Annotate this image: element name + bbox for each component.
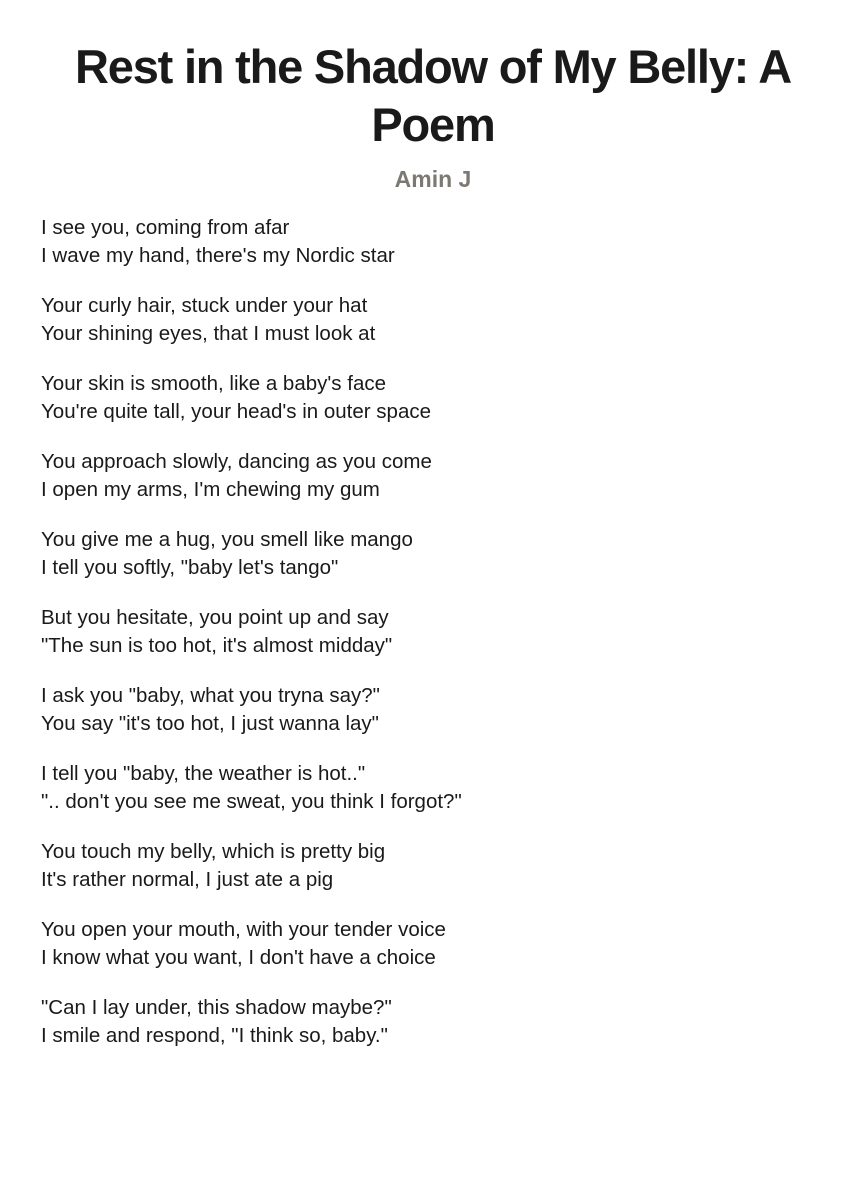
poem-author: Amin J	[394, 166, 472, 192]
poem-line: I tell you softly, "baby let's tango"	[41, 556, 339, 579]
stanza-6	[41, 604, 831, 660]
poem-line: It's rather normal, I just ate a pig	[41, 868, 334, 891]
poem-line: I ask you "baby, what you tryna say?"	[41, 684, 380, 707]
stanza-3	[41, 370, 831, 426]
stanza-1	[41, 214, 831, 270]
poem-line: ".. don't you see me sweat, you think I forgot?"	[41, 790, 462, 813]
poem-line: "Can I lay under, this shadow maybe?"	[41, 996, 392, 1019]
poem-line: You open your mouth, with your tender voice	[41, 918, 446, 941]
poem-line: But you hesitate, you point up and say	[41, 606, 389, 629]
poem-line: You say "it's too hot, I just wanna lay"	[41, 712, 379, 735]
stanza-8	[41, 760, 831, 816]
poem-line: "The sun is too hot, it's almost midday"	[41, 634, 393, 657]
poem-title: Rest in the Shadow of My Belly: A Poem	[75, 40, 791, 151]
stanza-10	[41, 916, 831, 972]
stanza-5	[41, 526, 831, 582]
poem-line: I see you, coming from afar	[41, 216, 290, 239]
poem-body	[41, 214, 831, 1072]
stanza-4	[41, 448, 831, 504]
poem-line: Your skin is smooth, like a baby's face	[41, 372, 386, 395]
stanza-2	[41, 292, 831, 348]
poem-line: You're quite tall, your head's in outer space	[41, 400, 431, 423]
poem-line: I tell you "baby, the weather is hot.."	[41, 762, 366, 785]
poem-line: I wave my hand, there's my Nordic star	[41, 244, 395, 267]
poem-line: Your shining eyes, that I must look at	[41, 322, 376, 345]
stanza-9	[41, 838, 831, 894]
stanza-7	[41, 682, 831, 738]
stanza-11	[41, 994, 831, 1050]
poem-line: I smile and respond, "I think so, baby."	[41, 1024, 388, 1047]
poem-line: Your curly hair, stuck under your hat	[41, 294, 368, 317]
poem-line: I open my arms, I'm chewing my gum	[41, 478, 380, 501]
poem-line: You give me a hug, you smell like mango	[41, 528, 413, 551]
poem-line: I know what you want, I don't have a choice	[41, 946, 436, 969]
poem-line: You touch my belly, which is pretty big	[41, 840, 386, 863]
poem-line: You approach slowly, dancing as you come	[41, 450, 432, 473]
